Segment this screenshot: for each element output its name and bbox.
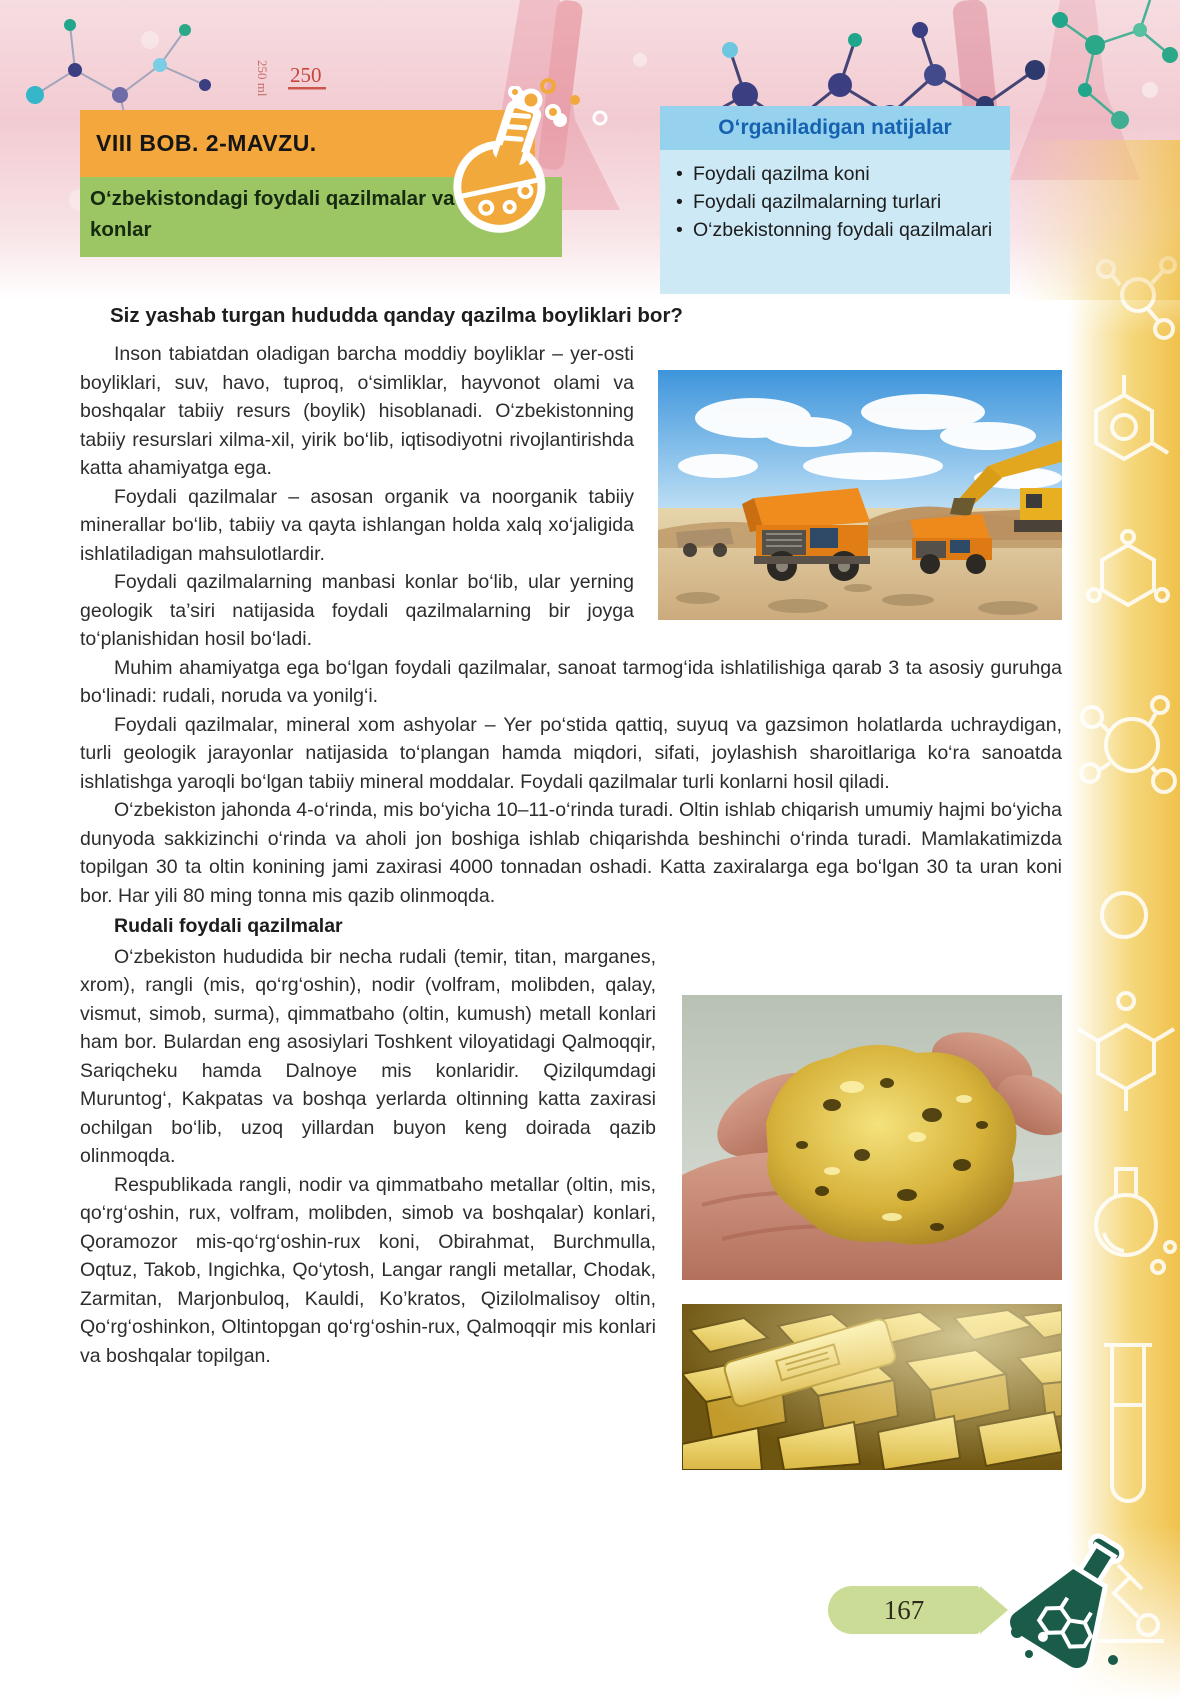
gold-nugget-photo — [682, 995, 1062, 1280]
outcomes-header — [660, 106, 1010, 150]
photo-stack — [682, 995, 1062, 1470]
paragraph: Inson tabiatdan oladigan barcha moddiy boyliklar – yer-osti boyliklari, suv, havo, tuproq, o‘simliklar, hayvonot olami va boshqalar tabiiy resurs (boylik) hisoblanadi. O‘zbekistonning tabiiy resurslari xilma-xil, yirik bo‘lib, iqtisodiyotni rivojlantirishda katta ahamiyatga ega. — [80, 343, 634, 479]
mining-trucks-photo — [658, 370, 1062, 620]
paragraph: O‘zbekiston hududida bir necha rudali (temir, titan, marganes, xrom), rangli (mis, qo‘rg‘oshin), nodir (volfram, molibden, qalay, vismut, simob, surma), qimmatbaho (oltin, kumush) metall konlari ham bor. Bulardan eng asosiylari Toshkent viloyatidagi Qalmoqqir, Sariqcheku hamda Dalnoye mis konlaridir. Qizilqumdagi Muruntog‘, Kakpatas va boshqa yerlarda oltinning katta zaxirasi ochilgan bo‘lib, uzoq yillardan buyon keng doirada qazib olinmoqda. — [80, 945, 656, 1167]
page-number: 167 — [883, 1594, 925, 1625]
flask-molecule-icon — [995, 1528, 1145, 1678]
outcomes-box — [660, 106, 1010, 294]
molecule-circles-icon — [1081, 697, 1175, 792]
page-number-badge — [828, 1586, 980, 1634]
paragraph: Respublikada rangli, nodir va qimmatbaho metallar (oltin, mis, qo‘rg‘oshin, rux, volfram, molibden, simob va boshqalar) konlari, Qoramozor mis-qo‘rg‘oshin-rux koni, Obirahmat, Burchmulla, Oqtuz, Takob, Ingichka, Qo‘ytosh, Langar rangli metallar, Chodak, Zarmitan, Marjonbuloq, Kauldi, Ko’kratos, Qizilolmalisoy oltin, Qo‘rg‘oshinkon, Oltintopgan qo‘rg‘oshin-rux, Qalmoqqir mis konlari va boshqalar topilgan. — [80, 1173, 656, 1367]
chapter-title: VIII BOB. 2-MAVZU. — [96, 130, 317, 156]
paragraph: O‘zbekiston jahonda 4-o‘rinda, mis bo‘yicha 10–11-o‘rinda turadi. Oltin ishlab chiqarish umumiy hajmi bo‘yicha dunyoda sakkizinchi o‘rinda va aholi jon boshiga ishlab chiqarishda beshinchi o‘rinda turadi. Mamlakatimizda topilgan 30 ta oltin konining jami zaxirasi 4000 tonnadan oshadi. Katta zaxiralarga ega bo‘lgan 30 ta uran koni bor. Har yili 80 ming tonna mis qazib olinmoqda. — [80, 799, 1062, 907]
outcomes-title: O‘rganiladigan natijalar — [718, 116, 952, 139]
gold-bars-photo — [682, 1304, 1062, 1470]
benzene-icon — [1096, 375, 1168, 459]
flask-scale-text-small: 250 ml — [255, 60, 270, 97]
section-subheading: Rudali foydali qazilmalar — [114, 915, 343, 937]
flask-scale-text: 250 — [290, 63, 322, 87]
lead-question: Siz yashab turgan hududda qanday qazilma boyliklari bor? — [110, 304, 683, 327]
flask-icon — [445, 86, 575, 246]
outcome-item: • Foydali qazilma koni — [674, 160, 1002, 188]
ring-molecule-icon — [1098, 258, 1175, 338]
round-flask-icon — [1096, 1169, 1175, 1273]
outcomes-list — [660, 156, 1010, 248]
outcome-item: • Foydali qazilmalarning turlari — [674, 188, 1002, 216]
paragraph: Foydali qazilmalarning manbasi konlar bo‘lib, ular yerning geologik ta’siri natijasida foydali qazilmalarning bir joyga to‘planishidan hosil bo‘ladi. — [80, 571, 634, 650]
gold-side-strip — [1068, 225, 1180, 1701]
paragraph: Foydali qazilmalar – asosan organik va noorganik tabiiy minerallar bo‘lib, tabiiy va qayta ishlangan holda xalq xo‘jaligida ishlatiladigan mahsulotlardir. — [80, 485, 634, 565]
outcome-item: • O‘zbekistonning foydali qazilmalari — [674, 216, 1002, 244]
nugget — [766, 1044, 1017, 1244]
chemistry-outline-icons — [1068, 225, 1180, 1701]
main-content — [80, 298, 1062, 1480]
circle-icon — [1102, 893, 1146, 937]
bond-ring-icon — [1078, 993, 1174, 1111]
topic-title: O‘zbekistondagi foydali qazilmalar va konlar — [90, 187, 455, 241]
hex-dots-icon — [1088, 531, 1168, 605]
paragraph: Foydali qazilmalar, mineral xom ashyolar – Yer po‘stida qattiq, suyuq va gazsimon holatlarda uchraydigan, turli geologik jarayonlar natijasida to‘plangan hamda miqdori, sifati, joylashish sharoitlariga ko‘ra sanoatda ishlatishga yaroqli bo‘lgan tabiiy mineral moddalar. Foydali qazilmalar turli konlarni hosil qiladi. — [80, 713, 1062, 793]
test-tube-icon — [1104, 1345, 1152, 1501]
paragraph: Muhim ahamiyatga ega bo‘lgan foydali qazilmalar, sanoat tarmog‘ida ishlatilishiga qarab 3 ta asosiy guruhga bo‘linadi: rudali, noruda va yonilg‘i. — [80, 656, 1062, 707]
